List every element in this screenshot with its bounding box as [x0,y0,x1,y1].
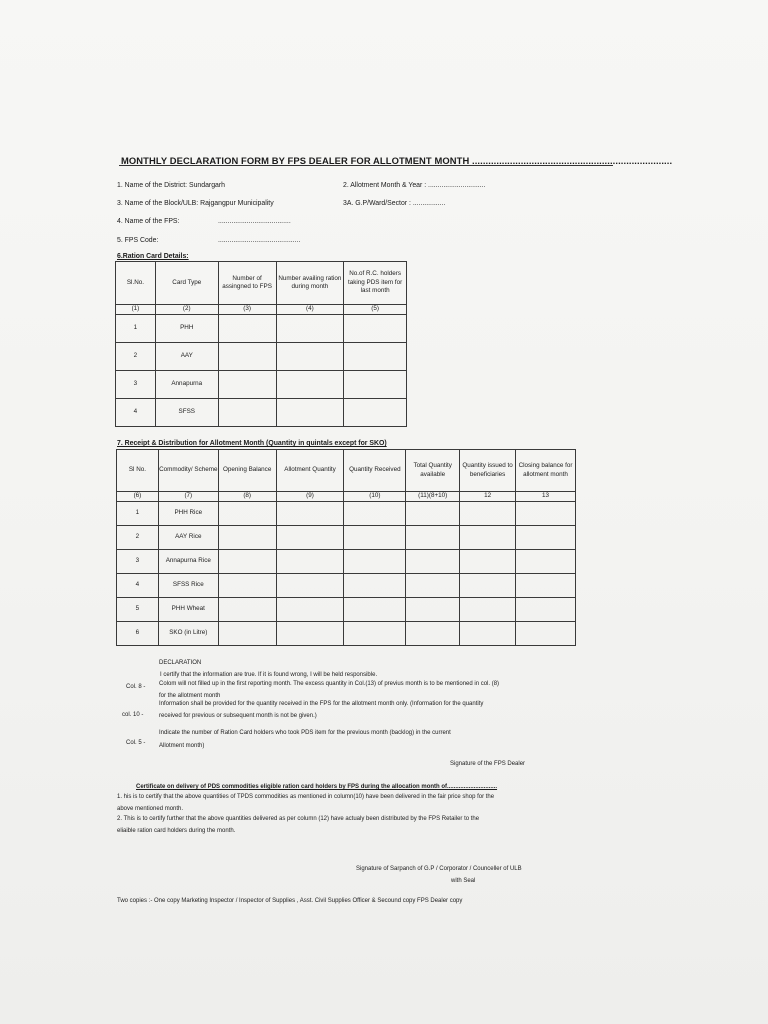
receipt-distribution-heading: 7. Receipt & Distribution for Allotment Month (Quantity in quintals except for SKO) [117,440,387,447]
empty-cell [276,549,344,573]
title-underline [119,165,613,166]
certificate-clause-2-line2: eliaible ration card holders during the month. [117,828,236,834]
column-number: (6) [117,492,159,502]
fps-code-field: 5. FPS Code: [117,237,159,244]
col8-note-line1: Colom will not filled up in the first reporting month. The excess quantity in Col.(13) of previus month is to be mentioned in col. (8) [159,681,500,687]
empty-cell [460,573,516,597]
column-header: No.of R.C. holders taking PDS item for last month [344,262,407,305]
copies-note: Two copies :- One copy Marketing Inspector / Inspector of Supplies , Asst. Civil Supplies Officer & Secound copy FPS Dealer copy [117,898,463,904]
table-row [116,343,407,371]
row-serial: 1 [117,501,159,525]
column-number: (5) [344,305,407,315]
column-header: Allotment Quantity [276,450,344,492]
empty-cell [276,573,344,597]
column-number: (10) [344,492,406,502]
empty-cell [460,597,516,621]
empty-cell [406,573,460,597]
column-header: Card Type [155,262,218,305]
empty-cell [218,573,276,597]
column-header: Quantity Received [344,450,406,492]
table-row [116,399,407,427]
column-number: (7) [158,492,218,502]
empty-cell [344,501,406,525]
table-row [116,371,407,399]
table-row [117,501,576,525]
form-title: MONTHLY DECLARATION FORM BY FPS DEALER FOR ALLOTMENT MONTH .......................................................................... [121,155,673,166]
empty-cell [218,315,276,343]
table-row [117,573,576,597]
empty-cell [218,501,276,525]
card-type: AAY [155,343,218,371]
column-number: (3) [218,305,276,315]
column-header: Number of assingned to FPS [218,262,276,305]
district-field: 1. Name of the District: Sundargarh [117,182,226,189]
commodity-name: Annapurna Rice [158,549,218,573]
row-serial: 6 [117,621,159,645]
empty-cell [344,371,407,399]
empty-cell [406,621,460,645]
empty-cell [344,597,406,621]
empty-cell [276,343,344,371]
col5-note-line2: Allotment month) [159,743,205,749]
seal-label: with Seal [451,878,476,884]
col5-label: Col. 5 - [126,740,146,746]
receipt-distribution-table [116,449,576,646]
col5-note-line1: Indicate the number of Ration Card holders who took PDS item for the previous month (backlog) in the current [159,730,451,736]
column-number-row [116,305,407,315]
table-row [117,621,576,645]
certificate-clause-2-line1: 2. This is to certify further that the above quantities delivered as per column (12) have actualy been distributed by the FPS Retailer to the [117,816,480,822]
row-serial: 3 [117,549,159,573]
empty-cell [276,399,344,427]
empty-cell [406,501,460,525]
column-number-row [117,492,576,502]
empty-cell [218,621,276,645]
empty-cell [276,501,344,525]
empty-cell [344,549,406,573]
column-header: Sl.No. [116,262,156,305]
empty-cell [218,597,276,621]
commodity-name: SKO (in Litre) [158,621,218,645]
column-header: Opening Balance [218,450,276,492]
row-serial: 1 [116,315,156,343]
row-serial: 3 [116,371,156,399]
card-type: PHH [155,315,218,343]
gp-ward-field: 3A. G.P/Ward/Sector : ................. [343,200,446,207]
column-header: Commodity/ Scheme [158,450,218,492]
table-header-row [117,450,576,492]
column-header: Closing balance for allotment month [516,450,576,492]
empty-cell [276,597,344,621]
empty-cell [460,501,516,525]
col8-label: Col. 8 - [126,684,146,690]
column-header: Quantity issued to beneficiaries [460,450,516,492]
column-number: 12 [460,492,516,502]
certificate-heading: Certificate on delivery of PDS commodities eligible ration card holders by FPS during the allocation month of.............................. [136,784,498,790]
card-type: Annapurna [155,371,218,399]
row-serial: 4 [117,573,159,597]
certificate-clause-1-line1: 1. his is to certify that the above quantities of TPDS commodities as mentioned in column(10) have been delivered in the fair price shop for the [117,794,495,800]
empty-cell [344,621,406,645]
col10-label: col. 10 - [122,712,144,718]
sarpanch-signature: Signature of Sarpanch of G.P / Corporator / Counceller of ULB [356,866,522,872]
empty-cell [406,525,460,549]
column-number: (11)(8+10) [406,492,460,502]
fps-code-blank: ........................................... [218,237,301,244]
empty-cell [344,343,407,371]
row-serial: 5 [117,597,159,621]
column-number: (1) [116,305,156,315]
col8-note-line2: for the allotment month [159,693,221,699]
empty-cell [344,573,406,597]
column-number: (9) [276,492,344,502]
fps-dealer-signature: Signature of the FPS Dealer [450,761,526,767]
empty-cell [460,549,516,573]
empty-cell [460,621,516,645]
col10-note-line2: received for previous or subsequent month is not be given.) [159,713,317,719]
empty-cell [276,371,344,399]
empty-cell [516,501,576,525]
block-field: 3. Name of the Block/ULB: Rajgangpur Municipality [117,200,274,207]
table-row [116,315,407,343]
commodity-name: AAY Rice [158,525,218,549]
empty-cell [218,371,276,399]
column-header: Sl No. [117,450,159,492]
column-header: Total Quantity available [406,450,460,492]
col10-note-line1: Information shall be provided for the quantity received in the FPS for the allotment month only. (Information for the quantity [159,701,484,707]
empty-cell [276,621,344,645]
empty-cell [218,343,276,371]
card-type: SFSS [155,399,218,427]
empty-cell [516,597,576,621]
empty-cell [460,525,516,549]
empty-cell [344,399,407,427]
ration-card-heading: 6.Ration Card Details: [117,253,189,260]
row-serial: 4 [116,399,156,427]
column-number: (2) [155,305,218,315]
empty-cell [516,621,576,645]
declaration-statement: I certify that the information are true. If it is found wrong, I will be held responsible. [160,672,378,678]
empty-cell [276,525,344,549]
table-row [117,525,576,549]
row-serial: 2 [116,343,156,371]
table-row [117,549,576,573]
commodity-name: PHH Wheat [158,597,218,621]
fps-name-field: 4. Name of the FPS: [117,218,180,225]
empty-cell [516,549,576,573]
empty-cell [276,315,344,343]
ration-card-table [115,261,407,427]
commodity-name: SFSS Rice [158,573,218,597]
row-serial: 2 [117,525,159,549]
column-header: Number availing ration during month [276,262,344,305]
empty-cell [516,525,576,549]
column-number: 13 [516,492,576,502]
table-header-row [116,262,407,305]
declaration-heading: DECLARATION [159,660,202,666]
empty-cell [516,573,576,597]
table-row [117,597,576,621]
empty-cell [406,597,460,621]
empty-cell [344,315,407,343]
column-number: (4) [276,305,344,315]
commodity-name: PHH Rice [158,501,218,525]
empty-cell [406,549,460,573]
empty-cell [218,525,276,549]
certificate-clause-1-line2: above mentioned month. [117,806,184,812]
empty-cell [218,549,276,573]
allotment-month-field: 2. Allotment Month & Year : .............................. [343,182,486,189]
empty-cell [218,399,276,427]
fps-name-blank: ...................................... [218,218,291,225]
empty-cell [344,525,406,549]
column-number: (8) [218,492,276,502]
